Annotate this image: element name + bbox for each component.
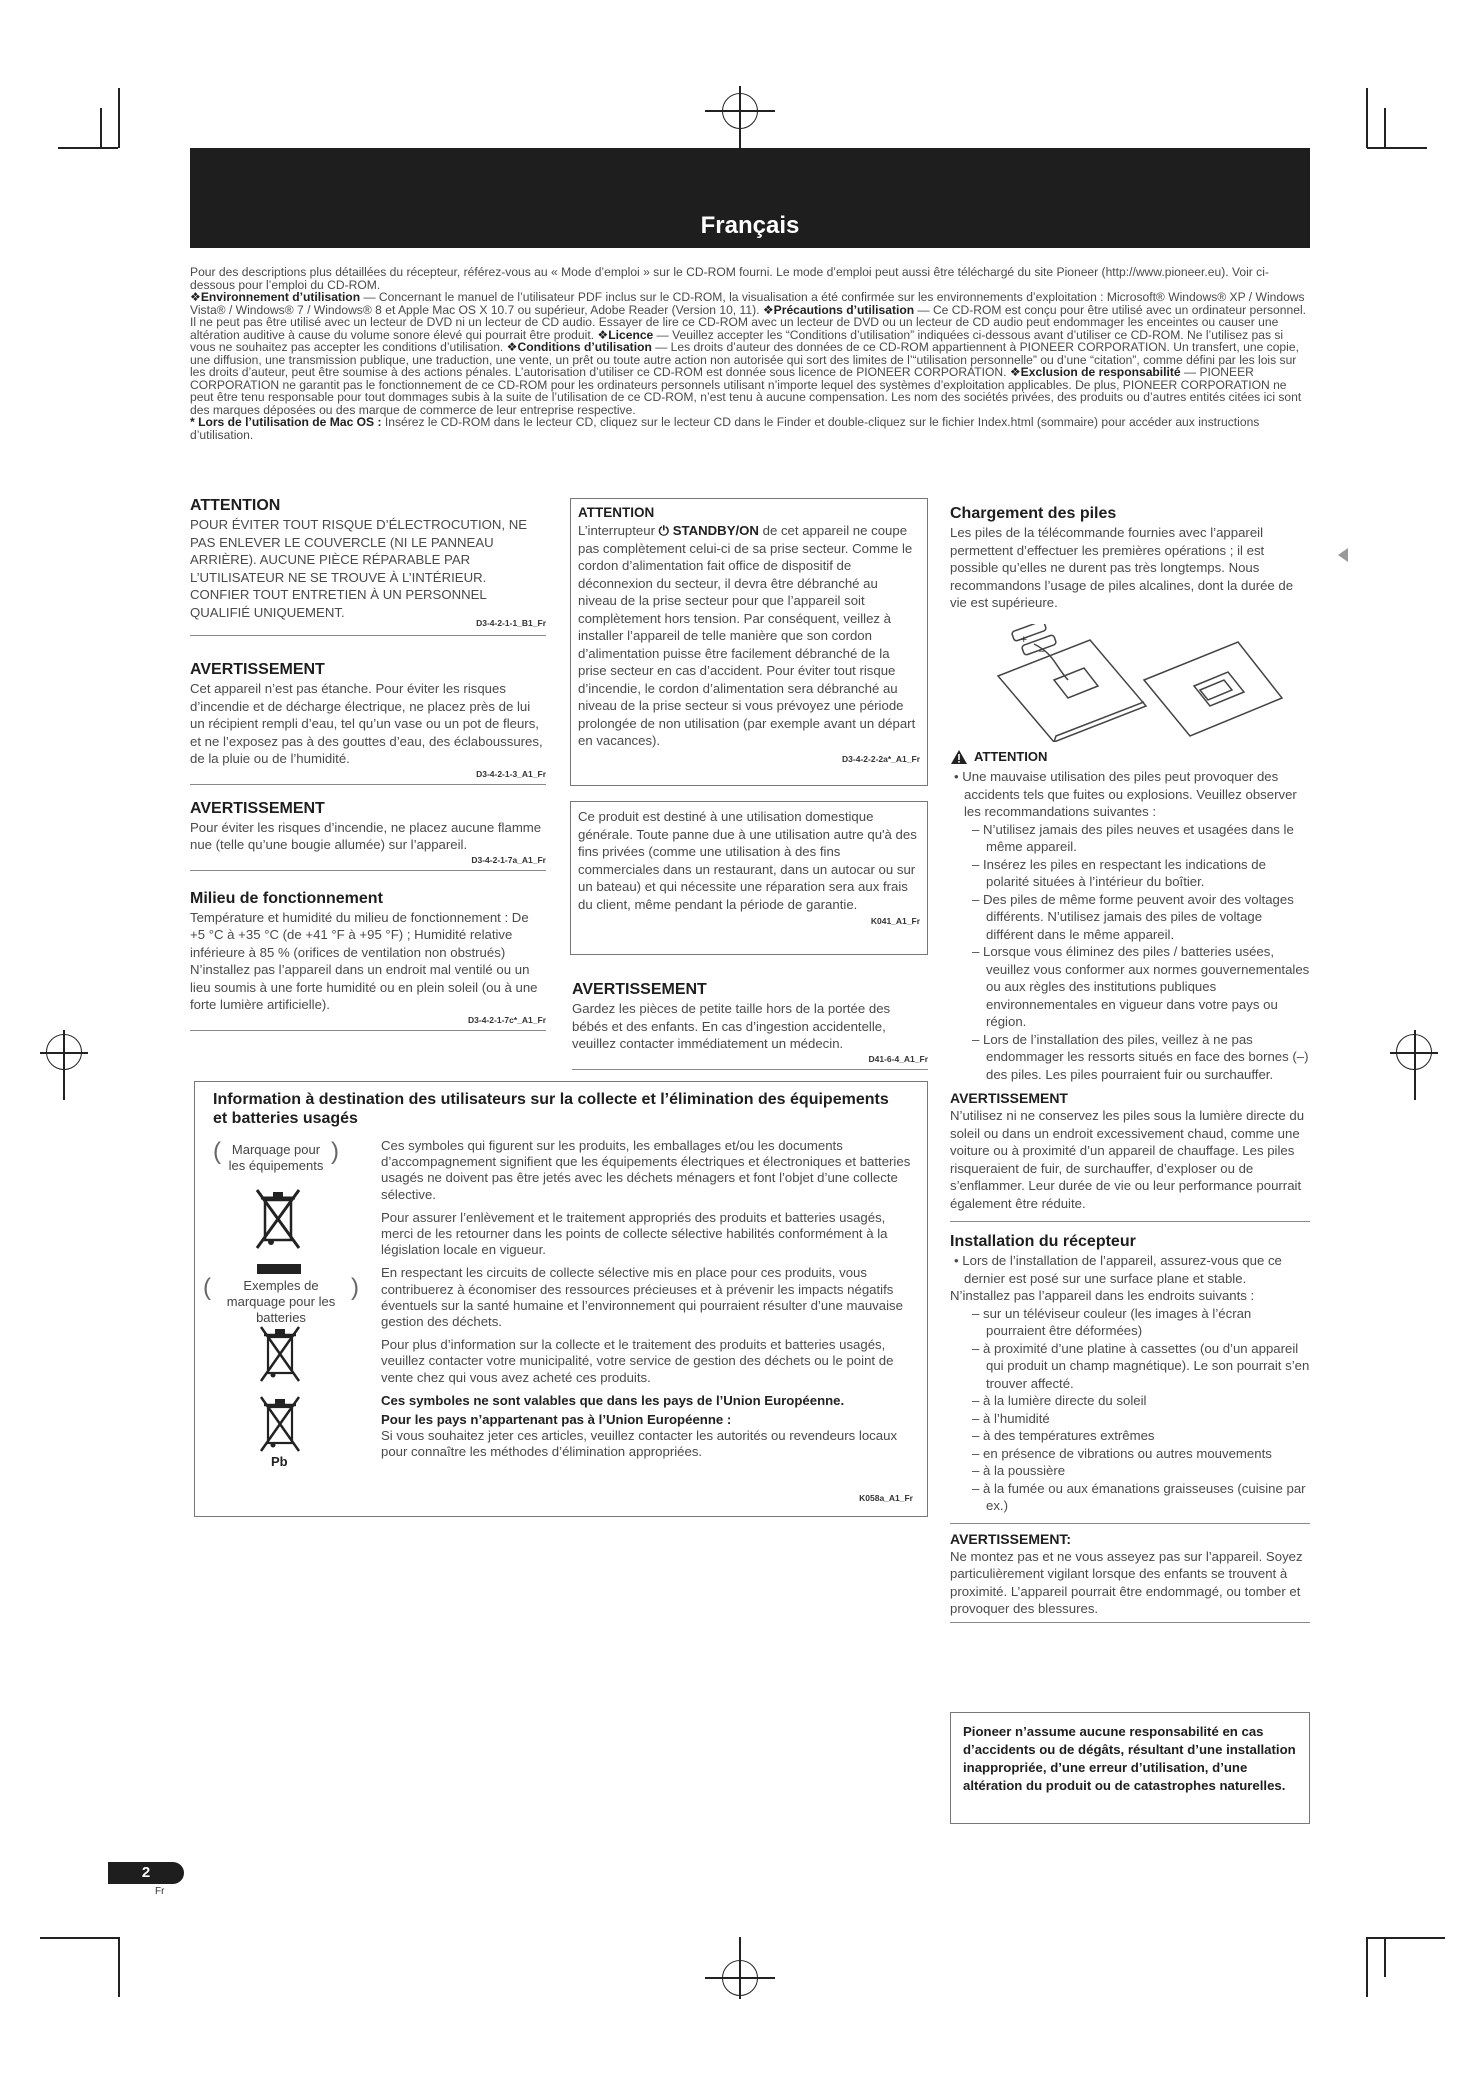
- crop-mark: [118, 88, 120, 148]
- attention-battery-bullet: • Une mauvaise utilisation des piles peut provoquer des accidents tels que fuites ou explosions. Veuillez observer les recommandations suivantes :: [954, 769, 1297, 819]
- crossed-bin-battery-pb-icon: [257, 1395, 303, 1455]
- list-item: – en présence de vibrations ou autres mouvements: [972, 1445, 1272, 1461]
- page-language: Fr: [155, 1886, 165, 1897]
- piles-heading: Chargement des piles: [950, 505, 1117, 522]
- intro-mac: * Lors de l’utilisation de Mac OS : Insérez le CD-ROM dans le lecteur CD, cliquez sur le lecteur CD dans le Finder et double-cliquez sur le fichier Index.html (sommaire) pour accéder aux instructions d’utilisation.: [190, 415, 1260, 442]
- column-left: [190, 496, 546, 1031]
- pb-label: Pb: [271, 1454, 288, 1469]
- list-item: – Insérez les piles en respectant les indications de polarité situées à l’intérieur du boîtier.: [972, 856, 1266, 889]
- avertissement-petites-pieces: [572, 980, 928, 1070]
- weee-paragraph: Pour assurer l’enlèvement et le traitement appropriés des produits et batteries usagés, merci de les retourner dans les points de collecte sélective habilités conformément à la législation locale en vigueur.: [381, 1209, 888, 1258]
- list-item: – à la poussière: [972, 1463, 1066, 1478]
- avertissement-text: N’utilisez ni ne conservez les piles sous la lumière directe du soleil ou dans un endroit excessivement chaud, comme une voiture ou à proximité d’un appareil de chauffage. Les piles risqueraient de fuir, de surchauffer, d’exploser ou de s’enflammer. Leur durée de vie ou leur performance pourrait également être réduite.: [950, 1108, 1305, 1211]
- svg-text:+: +: [1020, 635, 1028, 645]
- divider: [950, 1523, 1310, 1524]
- list-item: – à proximité d’une platine à cassettes (ou d’un appareil qui produit un champ magnétique). Le son pourrait s’en trouver affecté.: [972, 1340, 1310, 1391]
- list-item: – à des températures extrêmes: [972, 1428, 1155, 1443]
- language-header: [190, 148, 1310, 248]
- column-right-top: [950, 504, 1310, 612]
- crop-mark: [1384, 108, 1386, 148]
- ref-code: D3-4-2-1-3_A1_Fr: [476, 768, 546, 779]
- crop-mark: [40, 1937, 118, 1939]
- crop-mark: [58, 147, 118, 149]
- avertissement-heading: AVERTISSEMENT: [190, 661, 325, 678]
- weee-paragraph: Si vous souhaitez jeter ces articles, veuillez contacter les autorités ou revendeurs locaux pour connaître les méthodes d’élimination appropriées.: [381, 1428, 898, 1460]
- page-title: Français: [700, 212, 800, 239]
- standby-icon: ⏻: [658, 523, 670, 538]
- attention-heading: ATTENTION: [190, 497, 281, 514]
- crop-mark: [1384, 1937, 1386, 1977]
- milieu-text: N’installez pas l’appareil dans un endroit mal ventilé ou un lieu soumis à une forte humidité ou en plein soleil (ou à une forte lumière artificielle).: [190, 962, 538, 1012]
- ref-code: D3-4-2-1-7a_A1_Fr: [471, 854, 546, 865]
- liability-text: Pioneer n’assume aucune responsabilité en cas d’accidents ou de dégâts, résultant d’une installation inappropriée, d’une erreur d’utilisation, d’une altération du produit ou de catastrophes naturelles.: [963, 1724, 1296, 1793]
- crop-mark: [100, 108, 102, 148]
- svg-text:−: −: [1038, 647, 1046, 657]
- list-item: – à la lumière directe du soleil: [972, 1393, 1147, 1408]
- piles-text: Les piles de la télécommande fournies avec l’appareil permettent d’effectuer les premières opérations ; il est possible qu’elles ne durent pas très longtemps. Nous recommandons l’usage de piles alcalines, dont la durée de vie est supérieure.: [950, 525, 1294, 610]
- weee-paragraph: Pour plus d’information sur la collecte et le traitement des produits et batteries usagés, veuillez contacter votre municipalité, votre service de gestion des déchets ou le point de vente chez qui vous avez acheté ces produits.: [381, 1337, 894, 1385]
- milieu-text: Température et humidité du milieu de fonctionnement : De +5 °C à +35 °C (de +41 °F à +95 °F) ; Humidité relative inférieure à 85 % (orifices de ventilation non obstrués): [190, 909, 529, 960]
- avertissement-heading: AVERTISSEMENT: [572, 981, 707, 998]
- ref-code: D3-4-2-2-2a*_A1_Fr: [842, 753, 920, 764]
- avertissement-text: Ne montez pas et ne vous asseyez pas sur l’appareil. Soyez particulièrement vigilant lorsque des enfants se trouvent à proximité. L’appareil pourrait être endommagé, ou tomber et provoquer des blessures.: [950, 1548, 1303, 1616]
- divider: [950, 1221, 1310, 1222]
- warning-icon: [950, 749, 968, 765]
- cd-rom-intro: [190, 266, 1310, 441]
- avertissement-heading: AVERTISSEMENT:: [950, 1530, 1072, 1547]
- weee-title: Information à destination des utilisateurs sur la collecte et l’élimination des équipements et batteries usagés: [213, 1091, 889, 1127]
- crop-mark: [118, 1937, 120, 1997]
- ref-code: K058a_A1_Fr: [859, 1493, 913, 1503]
- list-item: – à la fumée ou aux émanations graisseuses (cuisine par ex.): [972, 1480, 1306, 1513]
- crop-mark: [1366, 88, 1368, 148]
- weee-label-battery: ( Exemples de marquage pour les batteries ): [203, 1274, 359, 1325]
- list-item: – Lorsque vous éliminez des piles / batteries usées, veuillez vous conformer aux normes gouvernementales ou aux règles des institutions publiques environnementales en vigueur dans votre pays ou région.: [972, 944, 1310, 1029]
- produit-text: Ce produit est destiné à une utilisation domestique générale. Toute panne due à une utilisation autre qu'à des fins privées (comme une utilisation à des fins commerciales dans un restaurant, dans un autocar ou sur un bateau) et qui nécessite une réparation sera aux frais du client, même pendant la période de garantie.: [578, 809, 917, 912]
- attention-battery-heading: ATTENTION: [950, 748, 1310, 766]
- list-item: – Lors de l’installation des piles, veillez à ne pas endommager les ressorts situés en face des bornes (–) des piles. Les piles pourraient fuir ou surchauffer.: [972, 1031, 1309, 1082]
- attention-heading: ATTENTION: [578, 505, 655, 520]
- attention-text: POUR ÉVITER TOUT RISQUE D’ÉLECTROCUTION, NE PAS ENLEVER LE COUVERCLE (NI LE PANNEAU ARRIÈRE). AUCUNE PIÈCE RÉPARABLE PAR L’UTILISATEUR NE SE TROUVE À L’INTÉRIEUR. CONFIER TOUT ENTRETIEN À UN PERSONNEL QUALIFIÉ UNIQUEMENT.: [190, 517, 528, 620]
- ref-code: D41-6-4_A1_Fr: [868, 1053, 928, 1064]
- weee-text: [381, 1138, 911, 1461]
- intro-paragraph: Pour des descriptions plus détaillées du récepteur, référez-vous au « Mode d’emploi » sur le CD-ROM fourni. Le mode d’emploi peut aussi être téléchargé du site Pioneer (http://www.pioneer.eu). Voir ci-dessous pour l’emploi du CD-ROM.: [190, 265, 1269, 292]
- divider: [950, 1622, 1310, 1623]
- crop-mark: [1366, 1937, 1368, 1997]
- divider: [190, 1030, 546, 1031]
- ref-code: K041_A1_Fr: [870, 916, 920, 926]
- pioneer-liability-box: [950, 1712, 1310, 1824]
- ref-code: D3-4-2-1-1_B1_Fr: [476, 618, 546, 628]
- avertissement-heading: AVERTISSEMENT: [190, 799, 325, 817]
- ref-code: D3-4-2-1-7c*_A1_Fr: [468, 1014, 546, 1025]
- install-bullet: • Lors de l’installation de l’appareil, assurez-vous que ce dernier est posé sur une surface plane et stable.: [954, 1253, 1282, 1286]
- remote-battery-illustration: [994, 624, 1284, 742]
- column-right-bottom: [950, 748, 1310, 1623]
- attention-text: L’interrupteur ⏻ STANDBY/ON de cet appareil ne coupe pas complètement celui-ci de sa prise secteur. Comme le cordon d’alimentation fait office de dispositif de déconnexion du secteur, il devra être débranché au niveau de la prise secteur pour que l’appareil soit complètement hors tension. Par conséquent, veillez à installer l’appareil de telle manière que son cordon d’alimentation puisse être facilement débranché de la prise secteur en cas d’accident. Pour éviter tout risque d’incendie, le cordon d’alimentation sera débranché au niveau de la prise secteur si vous prévoyez une période prolongée de non utilisation (par exemple avant un départ en vacances).: [578, 523, 916, 748]
- weee-eu-note: Ces symboles ne sont valables que dans les pays de l’Union Européenne.: [381, 1392, 845, 1408]
- crossed-bin-battery-icon: [257, 1325, 303, 1385]
- crop-mark: [1367, 1937, 1445, 1939]
- attention-standby-box: [570, 498, 928, 786]
- weee-non-eu-heading: Pour les pays n’appartenant pas à l’Union Européenne :: [381, 1412, 732, 1428]
- list-item: – sur un téléviseur couleur (les images à l’écran pourraient être déformées): [972, 1305, 1252, 1338]
- weee-paragraph: Ces symboles qui figurent sur les produits, les emballages et/ou les documents d’accompagnement signifient que les équipements électriques et électroniques et batteries usagés ne doivent pas être jetés avec les déchets ménagers et font l’objet d’une collecte sélective.: [381, 1138, 911, 1202]
- produit-box: [570, 801, 928, 955]
- list-item: – à l’humidité: [972, 1410, 1050, 1426]
- avertissement-text: Cet appareil n’est pas étanche. Pour éviter les risques d’incendie et de décharge électrique, ne placez près de lui un récipient rempli d’eau, tel qu’un vase ou un pot de fleurs, et ne l’exposez pas à des gouttes d’eau, des éclaboussures, de la pluie ou de l’humidité.: [190, 681, 543, 766]
- milieu-heading: Milieu de fonctionnement: [190, 889, 383, 907]
- page-number: 2: [108, 1862, 184, 1884]
- avertissement-text: Pour éviter les risques d’incendie, ne placez aucune flamme nue (telle qu’une bougie allumée) sur l’appareil.: [190, 819, 542, 852]
- crop-mark: [1367, 147, 1427, 149]
- avertissement-text: Gardez les pièces de petite taille hors de la portée des bébés et des enfants. En cas d’ingestion accidentelle, veuillez contacter immédiatement un médecin.: [572, 1001, 891, 1051]
- crossed-bin-icon: [253, 1186, 305, 1276]
- weee-info-box: [194, 1081, 928, 1517]
- divider: [190, 784, 546, 785]
- divider: [190, 635, 546, 636]
- divider: [190, 870, 546, 871]
- list-item: – N’utilisez jamais des piles neuves et usagées dans le même appareil.: [972, 821, 1294, 854]
- avertissement-heading: AVERTISSEMENT: [950, 1090, 1068, 1106]
- weee-label-equipment: ( Marquage pour les équipements ): [213, 1138, 339, 1173]
- weee-paragraph: En respectant les circuits de collecte sélective mis en place pour ces produits, vous contribuerez à économiser des ressources précieuses et à prévenir les impacts négatifs éventuels sur la santé humaine et l’environnement qui pourraient résulter d’une mauvaise gestion des déchets.: [381, 1265, 903, 1330]
- intro-conditions: ❖Environnement d’utilisation — Concernant le manuel de l’utilisateur PDF inclus sur le CD-ROM, la visualisation a été confirmée sur les environnements d’exploitation : Microsoft® Windows® XP / Windows Vista® / Windows® 7 / Windows® 8 et Apple Mac OS X 10.7 ou supérieur, Adobe Reader (Version 10, 11). ❖Précautions d’utilisation — Ce CD-ROM est conçu pour être utilisé avec un ordinateur personnel. Il ne peut pas être utilisé avec un lecteur de DVD ni un lecteur de CD audio. Essayer de lire ce CD-ROM avec un lecteur de DVD ou un lecteur de CD audio peut endommager les enceintes ou causer une altération auditive à cause du volume sonore élevé qui pourrait être produit. ❖Licence — Veuillez accepter les “Conditions d’utilisation” indiquées ci-dessous avant d’utiliser ce CD-ROM. Ne l’utilisez pas si vous ne souhaitez pas accepter les conditions d’utilisation. ❖Conditions d’utilisation — Les droits d’auteur des données de ce CD-ROM appartiennent à PIONEER CORPORATION. Un transfert, une copie, une diffusion, une transmission publique, une traduction, une vente, un prêt ou toute autre action non autorisée qui sort des limites de l’“utilisation personnelle” ou d’une “citation”, comme défini par les lois sur les droits d’auteur, peut être soumise à des actions pénales. L’autorisation d’utiliser ce CD-ROM est donnée sous licence de PIONEER CORPORATION. ❖Exclusion de responsabilité — PIONEER CORPORATION ne garantit pas le fonctionnement de ce CD-ROM pour les ordinateurs personnels utilisant n’importe lequel des systèmes d’exploitation applicables. De plus, PIONEER CORPORATION ne peut être tenu responsable pour tout dommages subis à la suite de l’utilisation de ce CD-ROM, n’est tenu à aucune compensation. Les nom des sociétés privées, des produits ou d’autres entités citées ici sont des marques déposées ou des marque de commerce de leur entreprise respective.: [190, 290, 1307, 417]
- divider: [572, 1069, 928, 1070]
- list-item: – Des piles de même forme peuvent avoir des voltages différents. N’utilisez jamais des piles de voltage différent dans le même appareil.: [972, 891, 1294, 942]
- side-tab-marker: [1338, 548, 1348, 562]
- install-text: N’installez pas l’appareil dans les endroits suivants :: [950, 1288, 1255, 1303]
- install-heading: Installation du récepteur: [950, 1233, 1136, 1250]
